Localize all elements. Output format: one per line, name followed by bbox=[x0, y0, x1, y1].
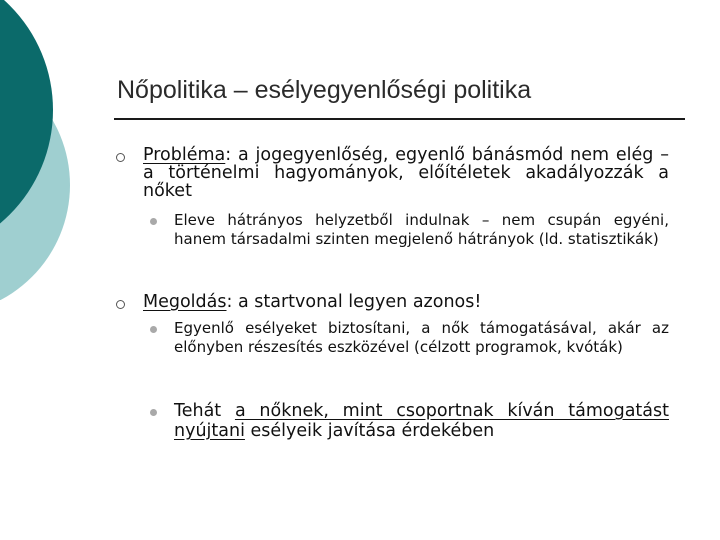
bullet-ring-icon bbox=[116, 300, 125, 309]
sub-bullet-therefore bbox=[174, 401, 669, 441]
slide-title: Nőpolitika – esélyegyenlőségi politika bbox=[117, 76, 532, 104]
sub-bullet-disadvantage: Eleve hátrányos helyzetből indulnak – nem csupán egyéni, hanem társadalmi szinten megjelenő hátrányok (ld. statisztikák) bbox=[174, 211, 669, 248]
title-divider bbox=[114, 118, 685, 120]
problem-text: : a jogegyenlőség, egyenlő bánásmód nem elég – a történelmi hagyományok, előítéletek akadályozzák a nőket bbox=[143, 145, 669, 201]
bullet-problem bbox=[143, 146, 669, 200]
solution-label: Megoldás bbox=[143, 292, 227, 312]
bullet-dot-icon bbox=[150, 218, 157, 225]
solution-text: : a startvonal legyen azonos! bbox=[226, 292, 482, 312]
bullet-dot-icon bbox=[150, 409, 157, 416]
bullet-ring-icon bbox=[116, 153, 125, 162]
problem-label: Probléma bbox=[143, 145, 226, 165]
therefore-text: Tehát bbox=[174, 401, 235, 421]
therefore-end: esélyeik javítása érdekében bbox=[244, 421, 495, 441]
therefore-underlined: a nőknek, mint csoportnak kíván támogatást nyújtani bbox=[174, 401, 669, 441]
bullet-dot-icon bbox=[150, 326, 157, 333]
sub-bullet-equal-chances: Egyenlő esélyeket biztosítani, a nők támogatásával, akár az előnyben részesítés eszközével (célzott programok, kvóták) bbox=[174, 319, 669, 356]
decorative-circles bbox=[0, 0, 80, 300]
bullet-solution bbox=[143, 293, 669, 311]
